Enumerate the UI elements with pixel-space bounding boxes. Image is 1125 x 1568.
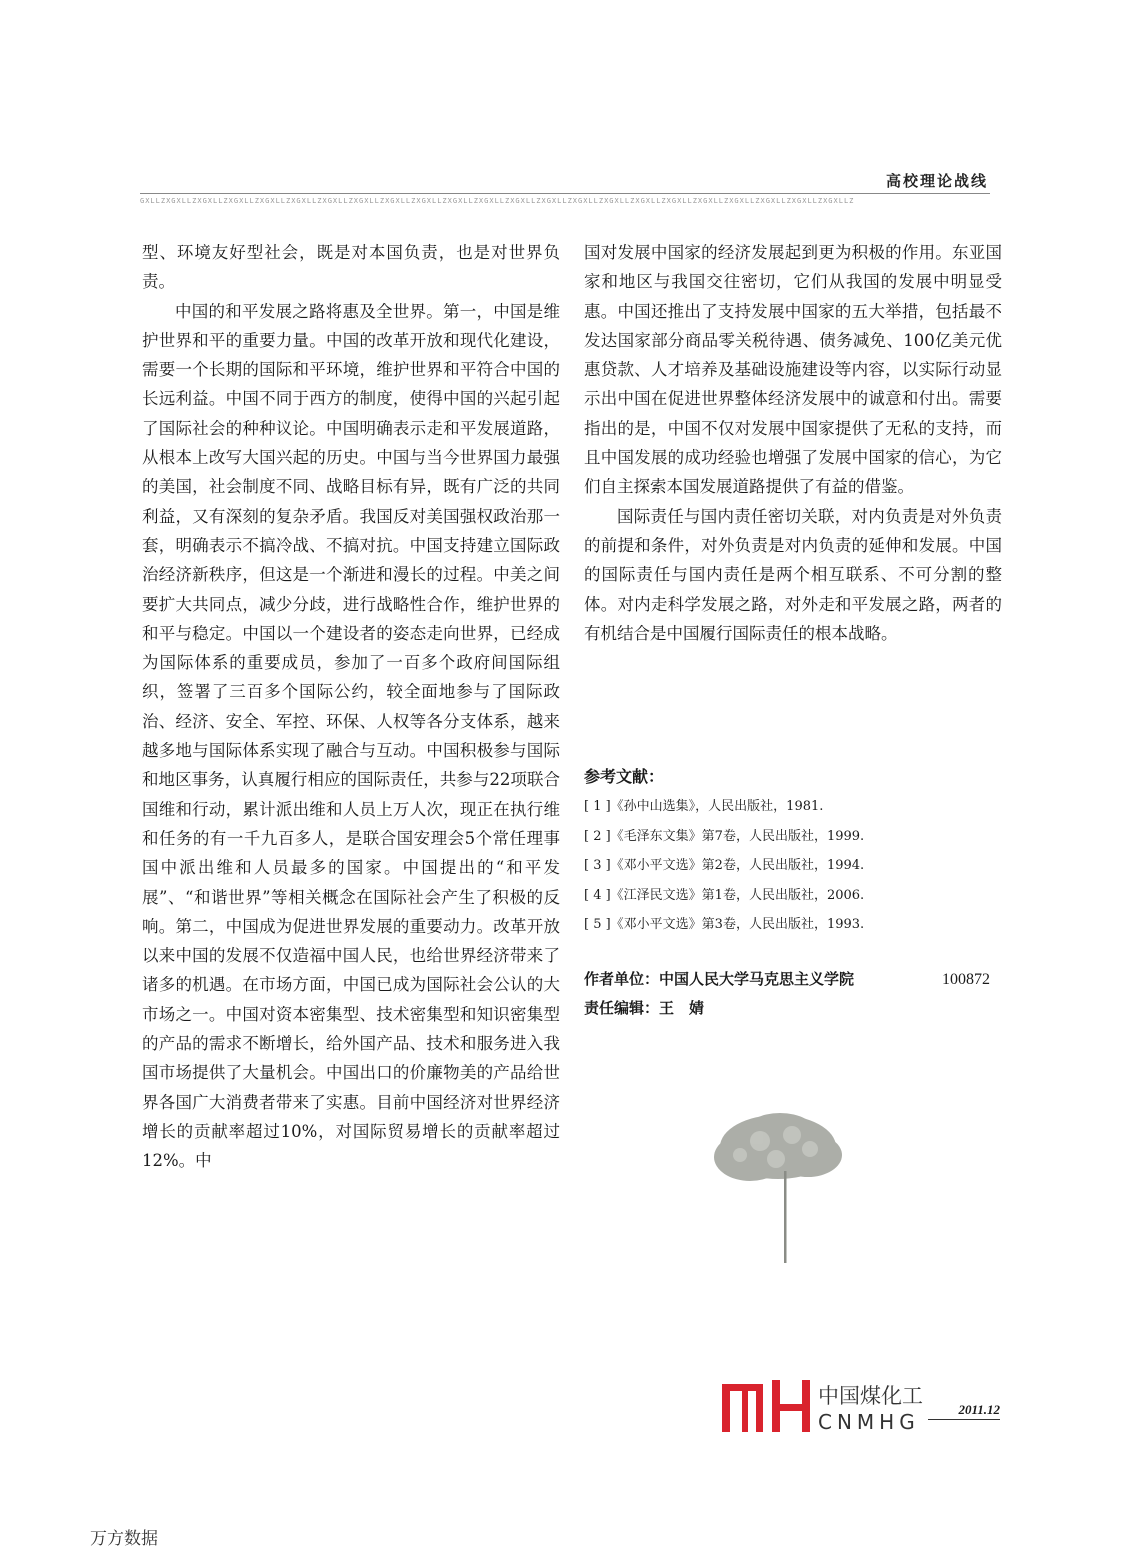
references-list [584,792,1004,940]
reference-item: [ 3 ]《邓小平文选》第2卷，人民出版社，1994. [584,858,865,873]
author-zip: 100872 [942,971,990,988]
editor-line [584,994,990,1023]
logo-cn-text: 中国煤化工 [818,1384,923,1408]
author-unit-value: 中国人民大学马克思主义学院 [659,970,855,988]
tree-illustration [700,1105,860,1265]
reference-item: [ 1 ]《孙中山选集》，人民出版社，1981. [584,799,824,814]
issue-number: 2011.12 [928,1402,1000,1420]
author-info [584,965,990,1023]
right-paragraph-2: 国际责任与国内责任密切关联，对内负责是对外负责的前提和条件，对外负责是对内负责的延伸和发展。中国的国际责任与国内责任是两个相互联系、不可分割的整体。对内走科学发展之路，对外走和平发展之路，两者的有机结合是中国履行国际责任的根本战略。 [584,506,1002,643]
watermark: 万方数据 [90,1529,158,1549]
left-paragraph-2: 中国的和平发展之路将惠及全世界。第一，中国是维护世界和平的重要力量。中国的改革开放和现代化建设，需要一个长期的国际和平环境，维护世界和平符合中国的长远利益。中国不同于西方的制度，使得中国的兴起引起了国际社会的种种议论。中国明确表示走和平发展道路，从根本上改写大国兴起的历史。中国与当今世界国力最强的美国，社会制度不同、战略目标有异，既有广泛的共同利益，又有深刻的复杂矛盾。我国反对美国强权政治那一套，明确表示不搞冷战、不搞对抗。中国支持建立国际政治经济新秩序，但这是一个渐进和漫长的过程。中美之间要扩大共同点，减少分歧，进行战略性合作，维护世界的和平与稳定。中国以一个建设者的姿态走向世界，已经成为国际体系的重要成员，参加了一百多个政府间国际组织，签署了三百多个国际公约，较全面地参与了国际政治、经济、安全、军控、环保、人权等各分支体系，越来越多地与国际体系实现了融合与互动。中国积极参与国际和地区事务，认真履行相应的国际责任，共参与22项联合国维和行动，累计派出维和人员上万人次，现正在执行维和任务的有一千九百多人，是联合国安理会5个常任理事国中派出维和人员最多的国家。中国提出的“和平发展”、“和谐世界”等相关概念在国际社会产生了积极的反响。第二，中国成为促进世界发展的重要动力。改革开放以来中国的发展不仅造福中国人民，也给世界经济带来了诸多的机遇。在市场方面，中国已成为国际社会公认的大市场之一。中国对资本密集型、技术密集型和知识密集型的产品的需求不断增长，给外国产品、技术和服务进入我国市场提供了大量机会。中国出口的价廉物美的产品给世界各国广大消费者带来了实惠。目前中国经济对世界经济增长的贡献率超过10%，对国际贸易增长的贡献率超过12%。中 [142,301,560,1171]
left-column [142,238,560,1176]
reference-item: [ 4 ]《江泽民文选》第1卷，人民出版社，2006. [584,887,865,903]
left-paragraph-1: 型、环境友好型社会，既是对本国负责，也是对世界负责。 [142,243,560,292]
journal-name: 高校理论战线 [885,172,988,190]
editor-label: 责任编辑： [584,999,660,1017]
author-unit-line [584,965,990,994]
cnmhg-logo [720,1378,816,1434]
header-rule: GXLLZXGXLLZXGXLLZXGXLLZXGXLLZXGXLLZXGXLLZXGXLLZXGXLLZXGXLLZXGXLLZXGXLLZXGXLLZXGXLLZXGXLLZXGXLLZXGXLLZXGXLLZXGXLLZXGXLLZXGXLLZXGXLLZXGXLLZ [140,193,990,208]
right-column [584,238,1002,648]
logo-en-text: CNMHG [818,1410,920,1434]
reference-item: [ 2 ]《毛泽东文集》第7卷，人民出版社，1999. [584,828,865,844]
editor-value: 王 婧 [659,999,705,1017]
reference-item: [ 5 ]《邓小平文选》第3卷，人民出版社，1993. [584,917,865,932]
right-paragraph-1: 国对发展中国家的经济发展起到更为积极的作用。东亚国家和地区与我国交往密切，它们从我国的发展中明显受惠。中国还推出了支持发展中国家的五大举措，包括最不发达国家部分商品零关税待遇、债务减免、100亿美元优惠贷款、人才培养及基础设施建设等内容，以实际行动显示出中国在促进世界整体经济发展中的诚意和付出。需要指出的是，中国不仅对发展中国家提供了无私的支持，而且中国发展的成功经验也增强了发展中国家的信心，为它们自主探索本国发展道路提供了有益的借鉴。 [584,243,1002,497]
references-title: 参考文献： [584,767,665,786]
author-unit-label: 作者单位： [584,970,660,988]
